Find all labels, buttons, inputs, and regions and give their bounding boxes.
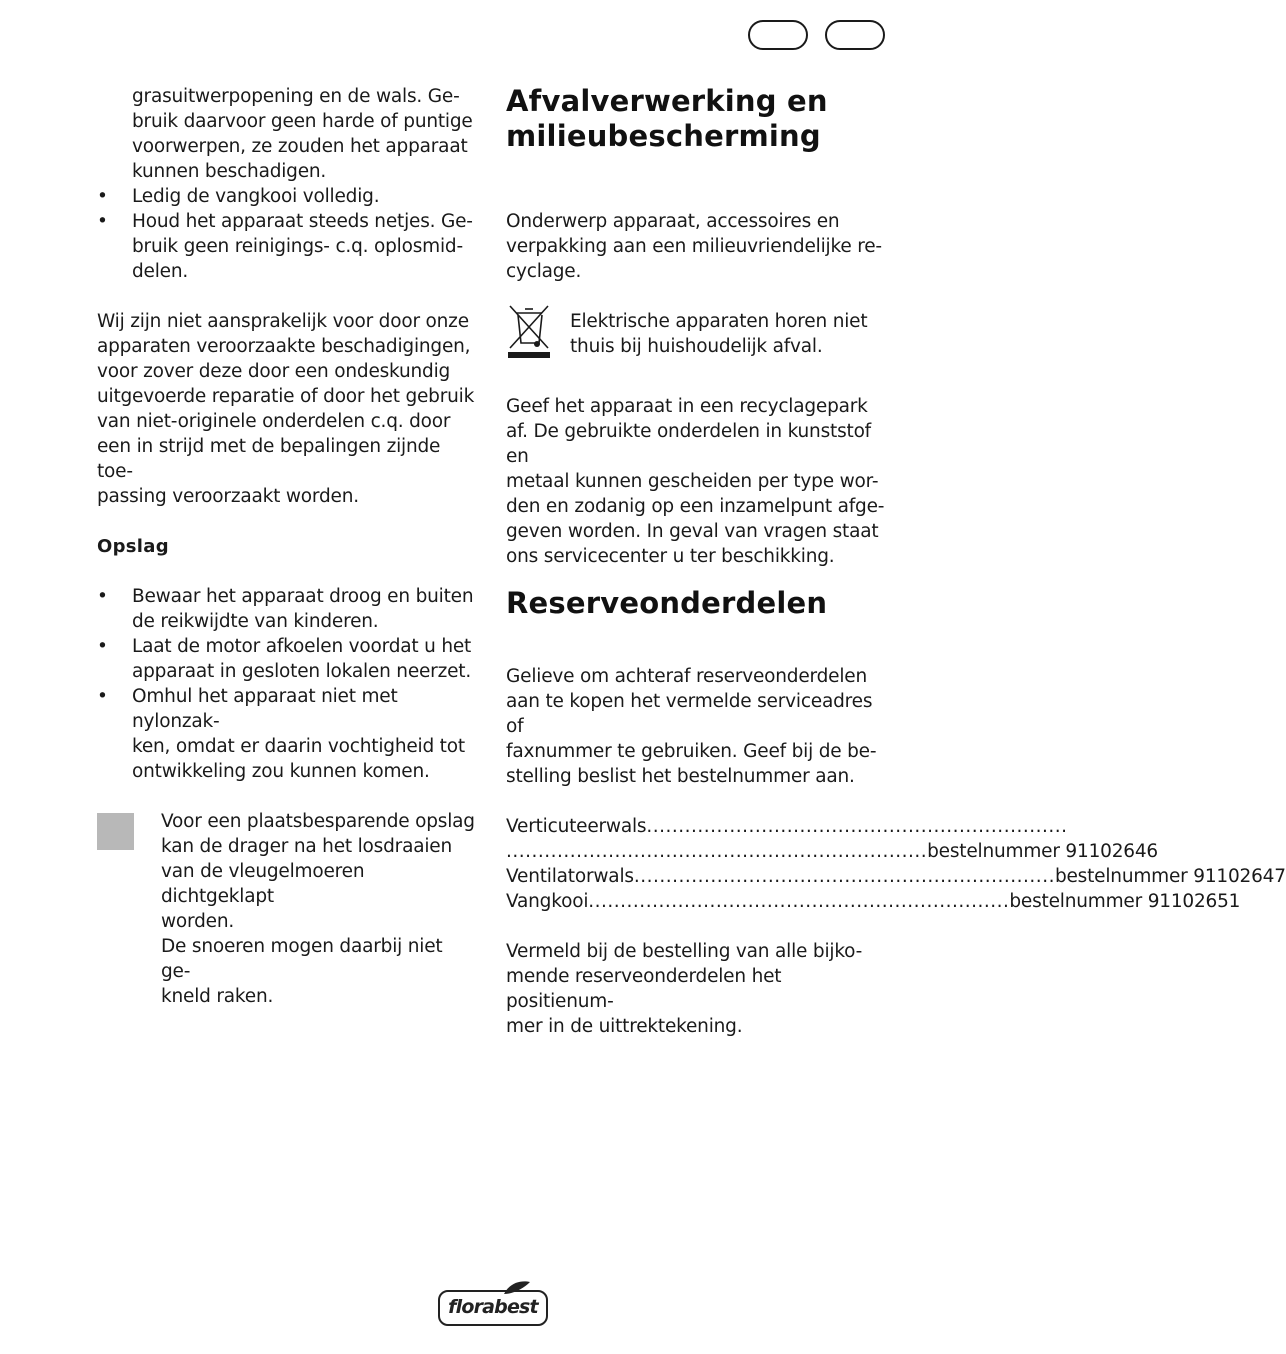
text-line: van de vleugelmoeren dichtgeklapt: [161, 861, 365, 907]
text-line: bruik geen reinigings- c.q. oplosmid-: [132, 236, 463, 257]
disposal-heading: [506, 84, 890, 154]
text-line: van niet-originele onderdelen c.q. door: [97, 411, 451, 432]
disposal-intro: [506, 209, 890, 284]
text-line: kan de drager na het losdraaien: [161, 836, 452, 857]
text-line: den en zodanig op een inzamelpunt afge-: [506, 496, 885, 517]
gray-note-square-icon: [97, 813, 134, 850]
crossed-out-wheelie-bin-icon: [506, 303, 552, 359]
right-column: [506, 84, 1286, 1039]
language-badge-2: [825, 20, 885, 50]
cleaning-bullet-list: [97, 184, 477, 284]
list-item: [97, 634, 477, 684]
weee-notice: [506, 309, 890, 369]
text-line: aan te kopen het vermelde serviceadres of: [506, 691, 873, 737]
text-line: delen.: [132, 261, 189, 282]
text-line: Elektrische apparaten horen niet: [570, 311, 868, 332]
closing-paragraph: [506, 939, 890, 1039]
continued-paragraph: [97, 84, 477, 184]
text-line: Houd het apparaat steeds netjes. Ge-: [132, 211, 473, 232]
text-line: Bewaar het apparaat droog en buiten: [132, 586, 474, 607]
text-line: worden.: [161, 911, 235, 932]
text-line: een in strijd met de bepalingen zijnde toe-: [97, 436, 441, 482]
text-line: mer in de uittrektekening.: [506, 1016, 743, 1037]
left-column: [97, 84, 477, 1009]
spare-parts-heading: Reserveonderdelen: [506, 586, 828, 620]
text-line: kunnen beschadigen.: [132, 161, 327, 182]
text-line: thuis bij huishoudelijk afval.: [570, 336, 823, 357]
text-line: Omhul het apparaat niet met nylonzak-: [132, 686, 398, 732]
text-line: De snoeren mogen daarbij niet ge-: [161, 936, 443, 982]
list-item: [97, 184, 477, 209]
text-line: Geef het apparaat in een recyclagepark: [506, 396, 868, 417]
part-number: bestelnummer 91102647: [1054, 866, 1286, 887]
dot-leader: ..................................................................: [633, 866, 1055, 887]
part-number: bestelnummer 91102651: [1009, 891, 1241, 912]
part-name: Ventilatorwals: [506, 866, 634, 887]
heading-line: Afvalverwerking en: [506, 84, 828, 118]
language-badge-1: [748, 20, 808, 50]
text-line: passing veroorzaakt worden.: [97, 486, 359, 507]
text-line: kneld raken.: [161, 986, 274, 1007]
parts-row: [506, 814, 1068, 839]
text-line: mende reserveonderdelen het positienum-: [506, 966, 782, 1012]
text-line: bruik daarvoor geen harde of puntige: [132, 111, 473, 132]
dot-leader: ..................................................................: [588, 891, 1010, 912]
part-name: Vangkooi: [506, 891, 589, 912]
text-line: Gelieve om achteraf reserveonderdelen: [506, 666, 867, 687]
list-item: [97, 584, 477, 634]
text-line: Laat de motor afkoelen voordat u het: [132, 636, 472, 657]
text-line: geven worden. In geval van vragen staat: [506, 521, 879, 542]
text-line: apparaat in gesloten lokalen neerzet.: [132, 661, 472, 682]
part-number: bestelnummer 91102646: [927, 841, 1158, 862]
text-line: Ledig de vangkooi volledig.: [132, 186, 380, 207]
text-line: Onderwerp apparaat, accessoires en: [506, 211, 840, 232]
text-line: cyclage.: [506, 261, 582, 282]
parts-row: [506, 889, 1241, 914]
storage-bullet-list: [97, 584, 477, 784]
text-line: Vermeld bij de bestelling van alle bijko-: [506, 941, 863, 962]
text-line: faxnummer te gebruiken. Geef bij de be-: [506, 741, 877, 762]
text-line: grasuitwerpopening en de wals. Ge-: [132, 86, 460, 107]
text-line: Wij zijn niet aansprakelijk voor door onze: [97, 311, 469, 332]
text-line: de reikwijdte van kinderen.: [132, 611, 379, 632]
dot-leader: ..................................................................: [646, 816, 1068, 837]
text-line: ons servicecenter u ter beschikking.: [506, 546, 835, 567]
text-line: ontwikkeling zou kunnen komen.: [132, 761, 430, 782]
dot-leader: ..................................................................: [506, 841, 928, 862]
liability-paragraph: [97, 309, 477, 509]
leaf-icon: [502, 1280, 532, 1296]
spare-parts-intro: [506, 664, 890, 789]
list-item: [97, 209, 477, 284]
florabest-logo: [438, 1290, 548, 1326]
brand-name: florabest: [448, 1296, 538, 1318]
text-line: stelling beslist het bestelnummer aan.: [506, 766, 855, 787]
text-line: verpakking aan een milieuvriendelijke re-: [506, 236, 882, 257]
recycling-paragraph: [506, 394, 890, 569]
storage-heading: Opslag: [97, 536, 169, 557]
text-line: ken, omdat er daarin vochtigheid tot: [132, 736, 465, 757]
text-line: voor zover deze door een ondeskundig: [97, 361, 451, 382]
spare-parts-list: [506, 814, 1286, 914]
list-item: [97, 684, 477, 784]
text-line: uitgevoerde reparatie of door het gebruik: [97, 386, 475, 407]
parts-row: [506, 864, 1286, 889]
text-line: Voor een plaatsbesparende opslag: [161, 811, 475, 832]
text-line: voorwerpen, ze zouden het apparaat: [132, 136, 468, 157]
storage-note: [97, 809, 477, 1009]
text-line: metaal kunnen gescheiden per type wor-: [506, 471, 879, 492]
heading-line: milieubescherming: [506, 119, 821, 153]
text-line: apparaten veroorzaakte beschadigingen,: [97, 336, 471, 357]
parts-row: [506, 839, 1158, 864]
part-name: Verticuteerwals: [506, 816, 647, 837]
text-line: af. De gebruikte onderdelen in kunststof en: [506, 421, 871, 467]
